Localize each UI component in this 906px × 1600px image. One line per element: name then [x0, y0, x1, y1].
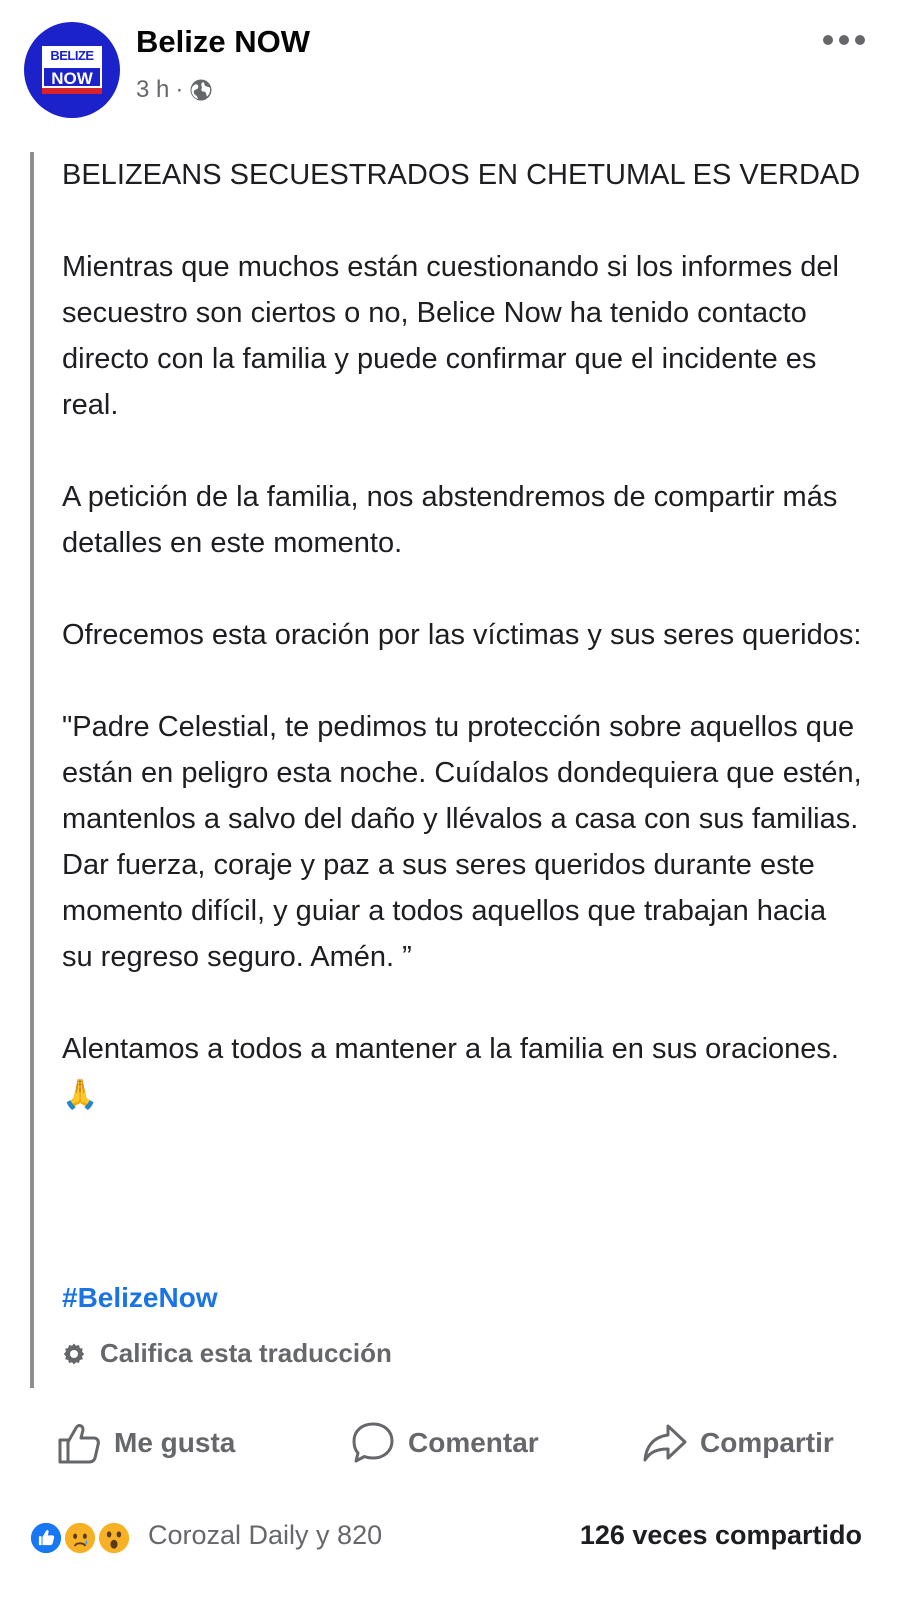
logo-stripe [42, 88, 102, 94]
post-stats [0, 1512, 906, 1562]
share-label: Compartir [700, 1427, 834, 1458]
post-meta [136, 76, 213, 104]
post-paragraph: "Padre Celestial, te pedimos tu protección sobre aquellos que están en peligro esta noche. Cuídalos dondequiera que estén, mantenlos a salvo del daño y llévalos a casa con sus familias. Dar fuerza, coraje y paz a sus seres queridos durante este momento difícil, y guiar a todos aquellos que trabajan hacia su regreso seguro. Amén. ” [62, 711, 862, 973]
thumbs-up-icon [56, 1420, 102, 1466]
post-paragraph: A petición de la familia, nos abstendremos de compartir más detalles en este momento. [62, 481, 838, 559]
share-arrow-icon [642, 1420, 688, 1466]
comment-button[interactable] [350, 1420, 539, 1466]
post-text [62, 152, 862, 1158]
page-avatar[interactable] [24, 22, 120, 118]
post-header [0, 0, 906, 120]
post-paragraph: Ofrecemos esta oración por las víctimas y sus seres queridos: [62, 619, 862, 651]
gear-icon [62, 1342, 86, 1366]
logo-bottom-text: NOW [42, 66, 102, 88]
comment-label: Comentar [408, 1427, 539, 1458]
reaction-icons[interactable] [28, 1520, 140, 1556]
meta-separator: · [175, 76, 184, 103]
post-time[interactable]: 3 h [136, 76, 170, 103]
hashtag-link[interactable]: #BelizeNow [62, 1282, 218, 1313]
reactions-summary[interactable]: Corozal Daily y 820 [148, 1520, 383, 1550]
page-name[interactable]: Belize NOW [136, 24, 310, 59]
post-title: BELIZEANS SECUESTRADOS EN CHETUMAL ES VERDAD [62, 159, 861, 191]
like-label: Me gusta [114, 1427, 236, 1458]
logo-top-text: BELIZE [42, 46, 102, 66]
post-paragraph: Alentamos a todos a mantener a la familia en sus oraciones. 🙏 [62, 1033, 839, 1111]
more-options-icon[interactable] [822, 34, 866, 46]
rate-translation-label: Califica esta traducción [100, 1338, 392, 1368]
globe-icon [189, 78, 213, 102]
action-bar [0, 1420, 906, 1490]
belize-now-logo [42, 46, 102, 94]
shares-count[interactable]: 126 veces compartido [579, 1520, 862, 1550]
sad-reaction-icon [62, 1520, 98, 1556]
like-button[interactable] [56, 1420, 235, 1466]
share-button[interactable] [642, 1420, 834, 1466]
comment-bubble-icon [350, 1420, 396, 1466]
post-paragraph: Mientras que muchos están cuestionando si los informes del secuestro son ciertos o no, Belice Now ha tenido contacto directo con la familia y puede confirmar que el incidente es real. [62, 251, 839, 421]
like-reaction-icon [28, 1520, 64, 1556]
rate-translation-button[interactable] [62, 1338, 392, 1369]
post-body [30, 152, 870, 1388]
wow-reaction-icon [96, 1520, 132, 1556]
